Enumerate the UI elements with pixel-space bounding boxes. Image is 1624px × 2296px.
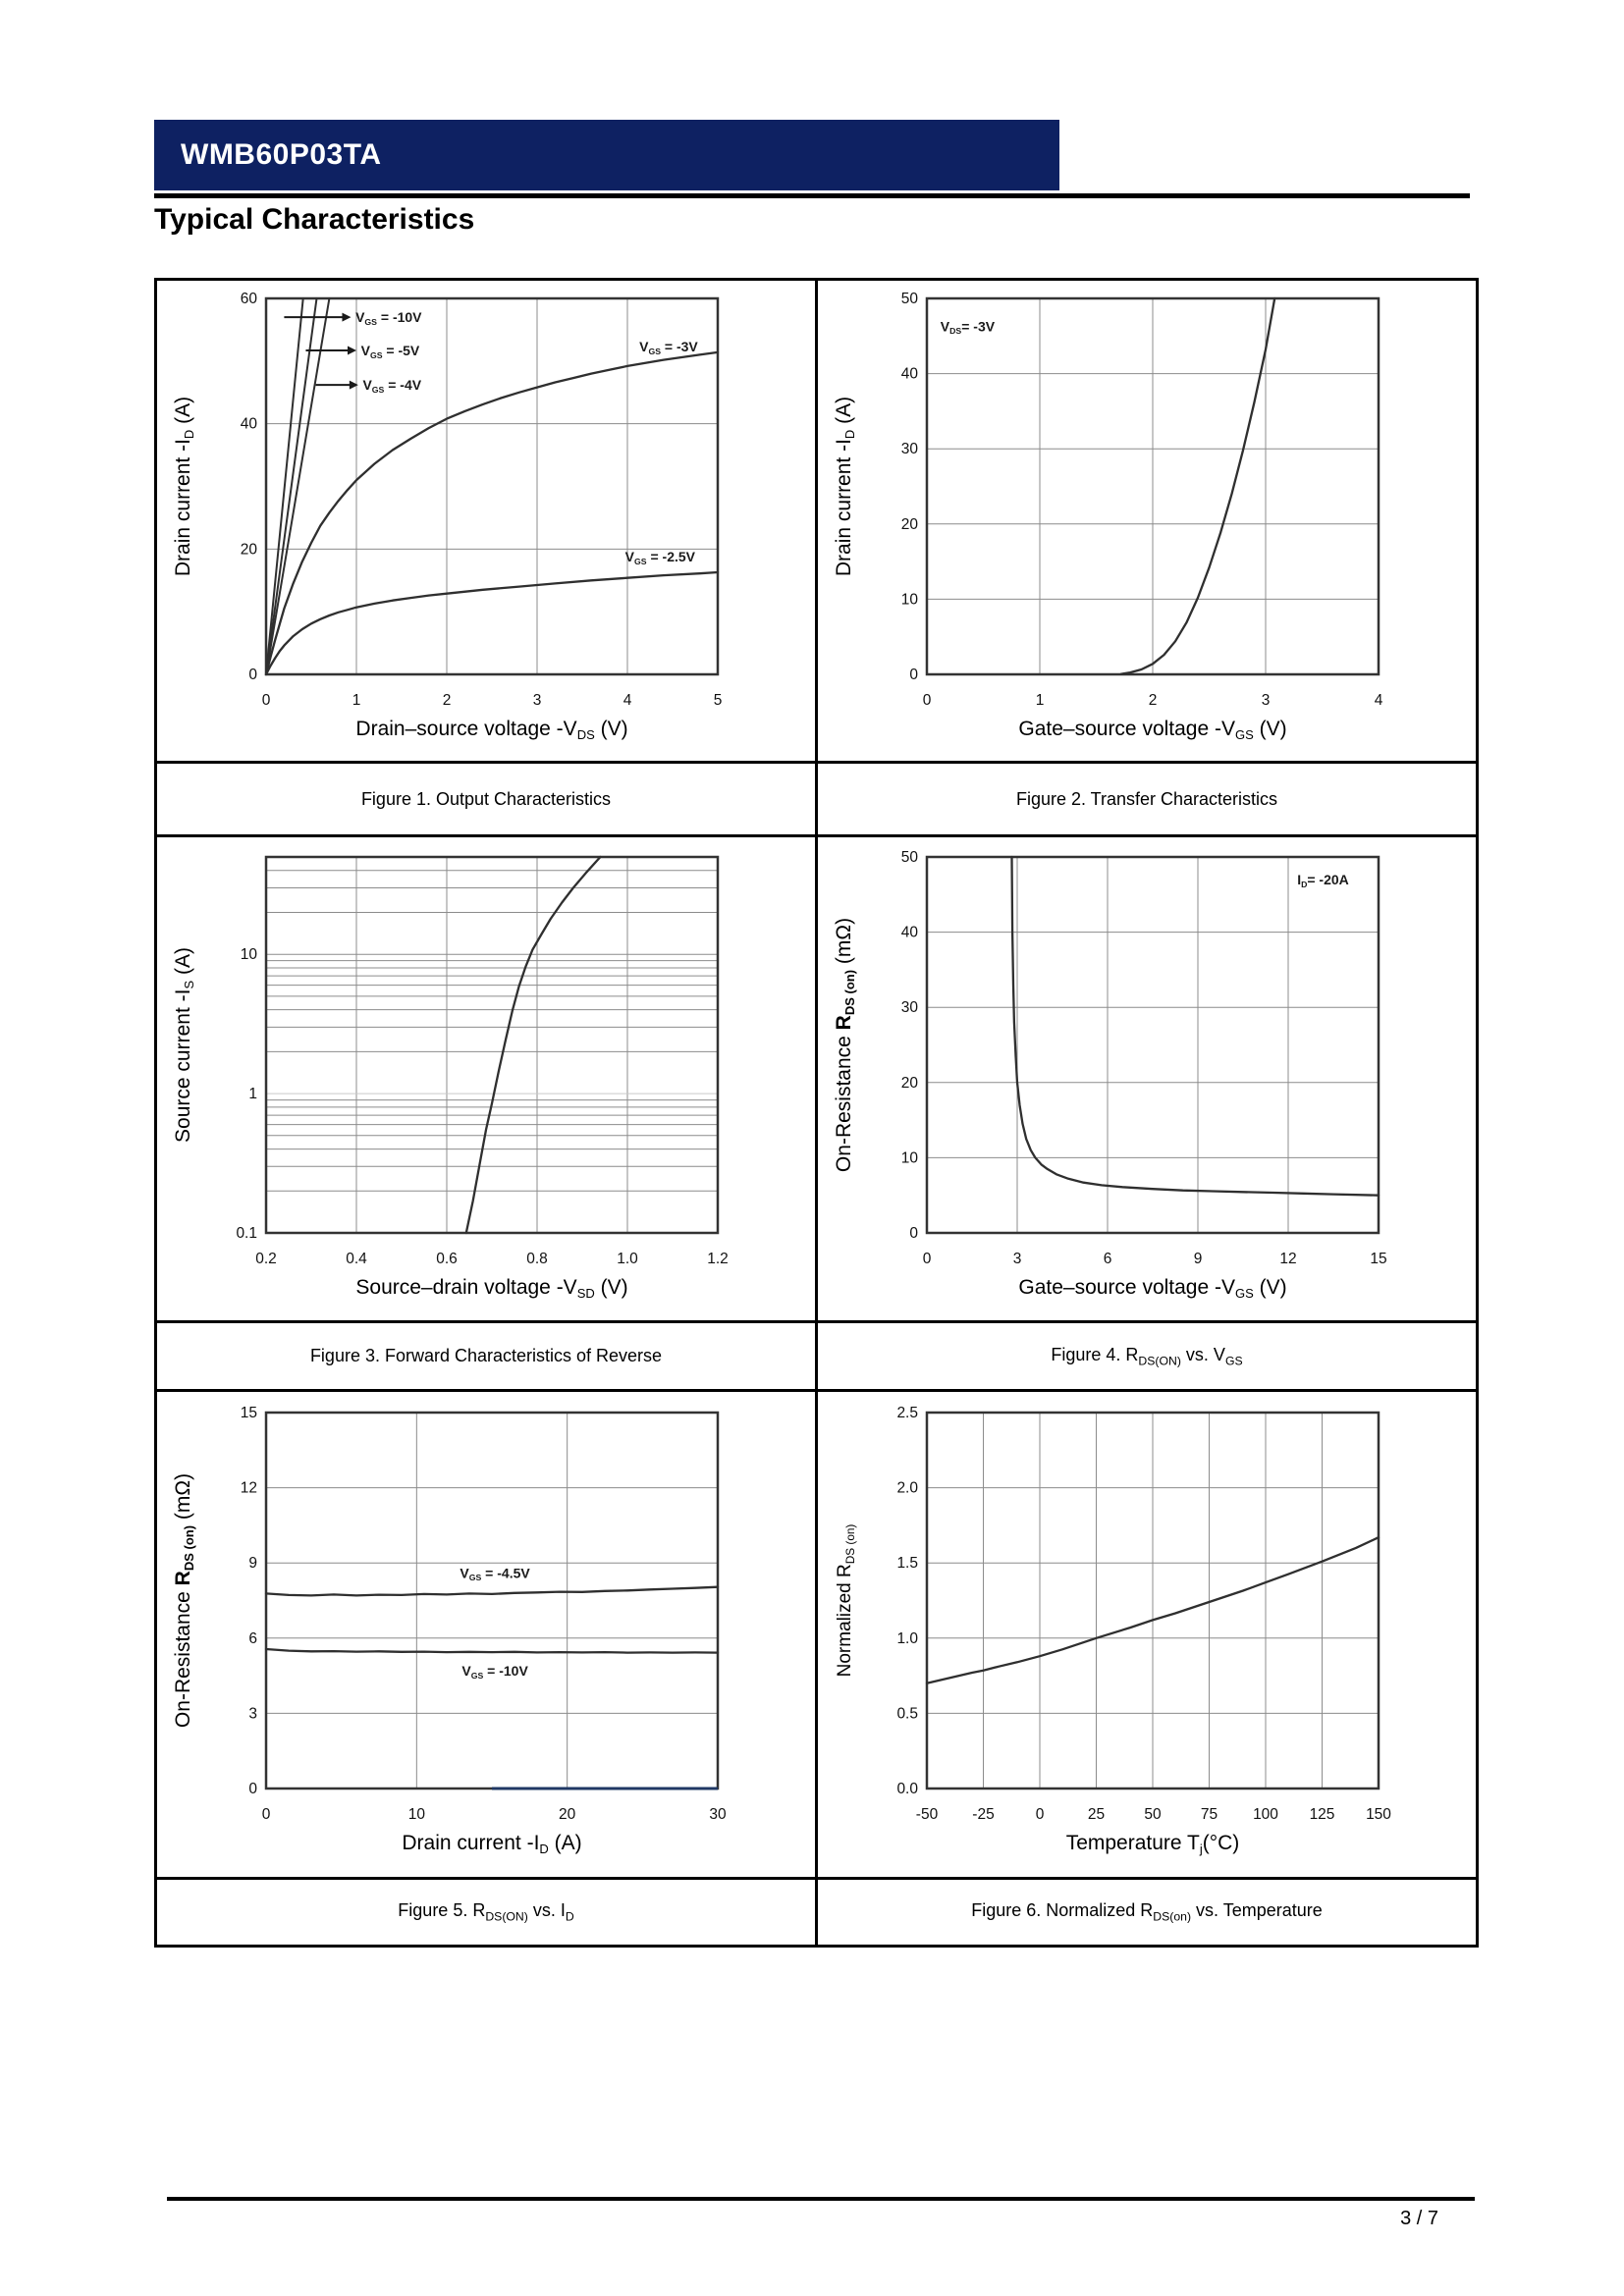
svg-text:0: 0 — [261, 1805, 271, 1823]
figure-1-caption: Figure 1. Output Characteristics — [156, 763, 817, 836]
svg-text:12: 12 — [1279, 1250, 1297, 1267]
svg-text:0.6: 0.6 — [436, 1250, 458, 1267]
figures-table — [154, 278, 1479, 1948]
header-bar — [154, 120, 1059, 190]
svg-text:10: 10 — [900, 1148, 918, 1166]
figure-6-cell — [817, 1391, 1478, 1879]
figure-1-cell — [156, 280, 817, 763]
figure-2-chart — [821, 281, 1473, 761]
svg-text:VGS = -4.5V: VGS = -4.5V — [460, 1564, 530, 1582]
page-number: 3 / 7 — [1400, 2208, 1438, 2229]
svg-text:0: 0 — [922, 692, 932, 709]
svg-text:0.2: 0.2 — [255, 1250, 277, 1267]
svg-text:Temperature Tj(°C): Temperature $T_j(^\circ C)$ — [1065, 1831, 1240, 1856]
svg-text:0: 0 — [909, 1224, 918, 1242]
svg-text:Source current -IS (A): Source current $-I_S$ (A) — [172, 946, 197, 1143]
svg-text:75: 75 — [1200, 1805, 1218, 1823]
svg-text:On-Resistance RDS (on) (mΩ): On-Resistance $R_{DS (on)}$ (mΩ) — [833, 917, 858, 1172]
svg-text:Drain current -ID (A): Drain current $-I_D$ (A) — [402, 1831, 582, 1856]
svg-text:0: 0 — [248, 667, 257, 683]
svg-text:0: 0 — [922, 1250, 932, 1267]
svg-text:VGS = -5V: VGS = -5V — [360, 342, 420, 360]
svg-text:50: 50 — [900, 848, 918, 866]
svg-text:0: 0 — [1035, 1805, 1045, 1823]
svg-text:3: 3 — [248, 1704, 257, 1722]
svg-text:4: 4 — [1374, 692, 1383, 709]
svg-text:0: 0 — [248, 1780, 257, 1797]
figure-5-chart — [160, 1395, 812, 1875]
svg-text:0: 0 — [261, 692, 271, 709]
svg-text:3: 3 — [532, 692, 542, 709]
figure-4-chart — [821, 839, 1473, 1319]
svg-text:30: 30 — [900, 998, 918, 1016]
svg-text:VDS= -3V: VDS= -3V — [940, 318, 996, 337]
svg-text:50: 50 — [1144, 1805, 1162, 1823]
svg-text:2: 2 — [442, 692, 452, 709]
svg-text:Gate–source voltage -VGS (V): Gate–source voltage $-V_{GS}$ (V) — [1018, 1275, 1287, 1301]
figure-5-caption: Figure 5. $R_{DS(ON)}$ vs. $I_D$ — [156, 1879, 817, 1947]
part-number: WMB60P03TA — [181, 138, 382, 171]
svg-text:VGS = -10V: VGS = -10V — [461, 1662, 528, 1681]
svg-text:1.0: 1.0 — [617, 1250, 638, 1267]
svg-text:4: 4 — [623, 692, 632, 709]
svg-text:2: 2 — [1148, 692, 1158, 709]
section-title: Typical Characteristics — [154, 203, 475, 236]
figure-2-caption: Figure 2. Transfer Characteristics — [817, 763, 1478, 836]
svg-text:20: 20 — [240, 541, 257, 559]
svg-text:6: 6 — [248, 1629, 257, 1647]
svg-text:1: 1 — [248, 1085, 257, 1102]
figure-3-cell — [156, 836, 817, 1322]
svg-text:0.8: 0.8 — [526, 1250, 548, 1267]
svg-text:1.0: 1.0 — [896, 1629, 918, 1647]
svg-text:On-Resistance RDS (on) (mΩ): On-Resistance $R_{DS (on)}$ (mΩ) — [172, 1472, 197, 1728]
header-rule — [154, 193, 1470, 198]
svg-text:Drain current -ID (A): Drain current $-I_D$ (A) — [172, 396, 197, 577]
figure-3-chart — [160, 839, 812, 1319]
svg-text:15: 15 — [1370, 1250, 1387, 1267]
svg-text:0.0: 0.0 — [896, 1780, 918, 1797]
svg-text:3: 3 — [1261, 692, 1271, 709]
svg-text:1.5: 1.5 — [896, 1554, 918, 1572]
svg-text:ID= -20A: ID= -20A — [1297, 871, 1349, 889]
svg-text:-25: -25 — [972, 1805, 995, 1823]
svg-text:25: 25 — [1087, 1805, 1106, 1823]
svg-text:20: 20 — [559, 1805, 576, 1823]
svg-text:1: 1 — [352, 692, 361, 709]
svg-text:9: 9 — [248, 1554, 257, 1572]
svg-text:15: 15 — [240, 1404, 257, 1421]
svg-text:0.4: 0.4 — [346, 1250, 367, 1267]
svg-text:40: 40 — [900, 365, 918, 383]
svg-text:10: 10 — [900, 591, 918, 609]
svg-text:Source–drain voltage -VSD (V): Source–drain voltage $-V_{SD}$ (V) — [355, 1275, 628, 1301]
svg-text:Gate–source voltage -VGS (V): Gate–source voltage $-V_{GS}$ (V) — [1018, 718, 1287, 743]
figure-3-caption: Figure 3. Forward Characteristics of Reverse — [156, 1322, 817, 1391]
footer-rule — [167, 2197, 1475, 2201]
svg-text:Drain–source voltage -VDS (V): Drain–source voltage $-V_{DS}$ (V) — [355, 718, 628, 743]
svg-text:30: 30 — [709, 1805, 727, 1823]
figure-2-cell — [817, 280, 1478, 763]
svg-text:VGS = -4V: VGS = -4V — [362, 377, 422, 395]
svg-text:60: 60 — [240, 291, 257, 307]
svg-text:40: 40 — [900, 924, 918, 941]
svg-text:10: 10 — [240, 945, 257, 963]
figure-6-chart — [821, 1395, 1473, 1875]
svg-text:3: 3 — [1012, 1250, 1022, 1267]
figure-4-caption: Figure 4. $R_{DS(ON)}$ vs. $V_{GS}$ — [817, 1322, 1478, 1391]
svg-text:5: 5 — [713, 692, 723, 709]
svg-text:30: 30 — [900, 441, 918, 458]
svg-text:2.5: 2.5 — [896, 1404, 918, 1421]
svg-text:10: 10 — [407, 1805, 425, 1823]
svg-text:6: 6 — [1103, 1250, 1112, 1267]
figure-6-caption: Figure 6. Normalized $R_{DS(on)}$ vs. Temperature — [817, 1879, 1478, 1947]
figure-1-chart — [160, 281, 812, 761]
figure-4-cell — [817, 836, 1478, 1322]
svg-text:Drain current -ID (A): Drain current $-I_D$ (A) — [833, 396, 858, 577]
svg-text:Normalized RDS (on): Normalized $R_{DS (on)}$ — [835, 1523, 857, 1677]
svg-text:2.0: 2.0 — [896, 1479, 918, 1497]
svg-text:12: 12 — [240, 1479, 257, 1497]
svg-text:40: 40 — [240, 415, 257, 433]
svg-text:VGS = -3V: VGS = -3V — [639, 339, 698, 356]
svg-text:9: 9 — [1193, 1250, 1203, 1267]
svg-text:0: 0 — [909, 667, 918, 683]
svg-text:100: 100 — [1253, 1805, 1278, 1823]
svg-text:0.1: 0.1 — [236, 1224, 257, 1242]
svg-text:VGS = -2.5V: VGS = -2.5V — [624, 548, 695, 566]
svg-text:-50: -50 — [915, 1805, 939, 1823]
figure-5-cell — [156, 1391, 817, 1879]
svg-text:20: 20 — [900, 515, 918, 533]
svg-text:50: 50 — [900, 291, 918, 307]
svg-text:150: 150 — [1366, 1805, 1391, 1823]
svg-text:0.5: 0.5 — [896, 1704, 918, 1722]
svg-text:1.2: 1.2 — [707, 1250, 729, 1267]
svg-text:1: 1 — [1035, 692, 1045, 709]
svg-text:VGS = -10V: VGS = -10V — [355, 309, 422, 327]
svg-text:125: 125 — [1309, 1805, 1335, 1823]
svg-text:20: 20 — [900, 1074, 918, 1092]
